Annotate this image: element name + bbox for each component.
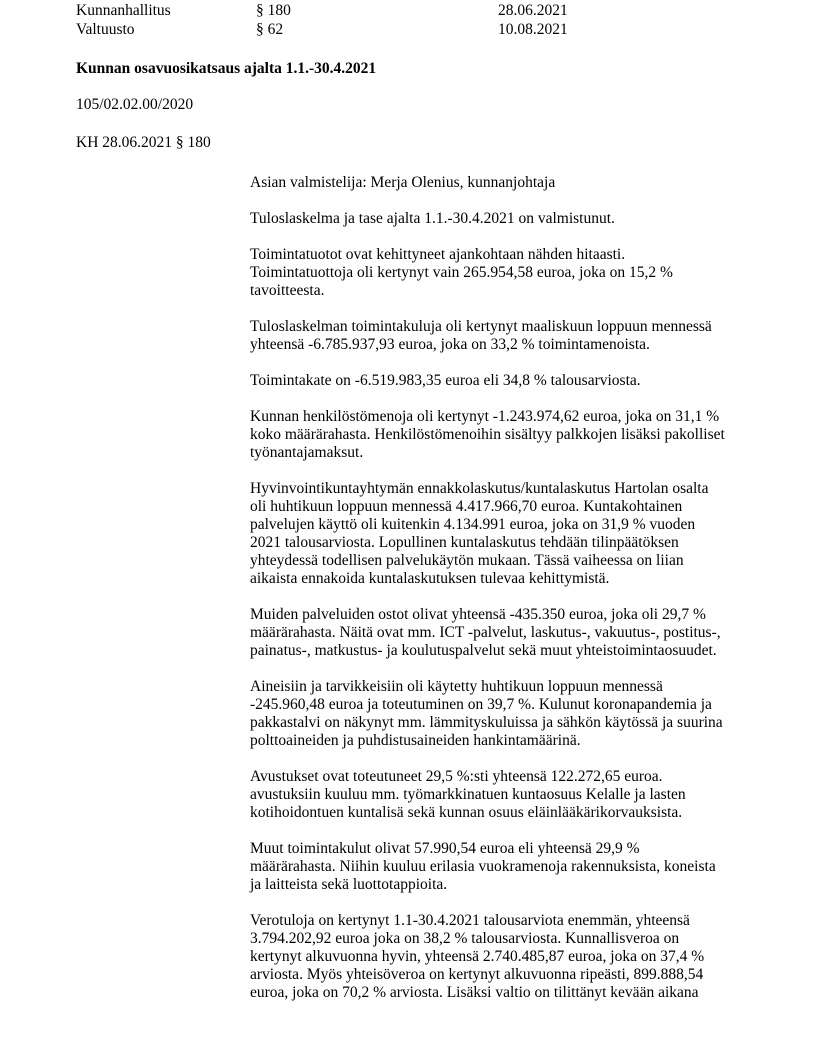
paragraph-other-expenses: Muut toimintakulut olivat 57.990,54 euroa eli yhteensä 29,9 % määrärahasta. Niihin kuuluu erilasia vuokramenoja rakennuksista, koneista ja laitteista sekä luottotappioita. (250, 840, 716, 893)
paragraph-tax-revenue: Verotuloja on kertynyt 1.1-30.4.2021 talousarviota enemmän, yhteensä 3.794.202,92 euroa joka on 38,2 % talousarviosta. Kunnallisveroa on kertynyt alkuvuonna hyvin, yhteensä 2.740.485,87 euroa, joka on 37,4 % arviosta. Myös yhteisöveroa on kertynyt alkuvuonna ripeästi, 899.888,54 euroa, joka on 70,2 % arviosta. Lisäksi valtio on tilittänyt kevään aikana (250, 912, 705, 1001)
paragraph-operating-margin: Toimintakate on -6.519.983,35 euroa eli 34,8 % talousarviosta. (250, 372, 641, 389)
meeting-date: 28.06.2021 (498, 2, 568, 19)
meeting-date: 10.08.2021 (498, 21, 568, 38)
document-title: Kunnan osavuosikatsaus ajalta 1.1.-30.4.2021 (76, 60, 377, 77)
paragraph-operating-income: Toimintatuotot ovat kehittyneet ajankohtaan nähden hitaasti. Toimintatuottoja oli kertynyt vain 265.954,58 euroa, joka on 15,2 % tavoitteesta. (250, 246, 673, 299)
paragraph-income-statement: Tuloslaskelma ja tase ajalta 1.1.-30.4.2021 on valmistunut. (250, 210, 615, 227)
meeting-paragraph: § 62 (256, 21, 284, 38)
paragraph-personnel-costs: Kunnan henkilöstömenoja oli kertynyt -1.243.974,62 euroa, joka on 31,1 % koko määrärahasta. Henkilöstömenoihin sisältyy palkkojen lisäksi pakolliset työnantajamaksut. (250, 408, 725, 461)
preparer-line: Asian valmistelija: Merja Olenius, kunnanjohtaja (250, 174, 556, 191)
paragraph-grants: Avustukset ovat toteutuneet 29,5 %:sti yhteensä 122.272,65 euroa. avustuksiin kuuluu mm. työmarkkinatuen kuntaosuus Kelalle ja lasten kotihoidontuen kuntalisä sekä kunnan osuus eläinlääkärikorvauksista. (250, 768, 686, 821)
paragraph-welfare-billing: Hyvinvointikuntayhtymän ennakkolaskutus/kuntalaskutus Hartolan osalta oli huhtikuun loppuun mennessä 4.417.966,70 euroa. Kuntakohtainen palvelujen käyttö oli kuitenkin 4.134.991 euroa, joka on 31,9 % vuoden 2021 talousarviosta. Lopullinen kuntalaskutus tehdään tilinpäätöksen yhteydessä todellisen palvelukäytön mukaan. Tässä vaiheessa on liian aikaista ennakoida kuntalaskutuksen tulevaa kehittymistä. (250, 480, 709, 587)
diary-number: 105/02.02.00/2020 (76, 96, 194, 113)
meeting-paragraph: § 180 (256, 2, 291, 19)
meeting-body: Kunnanhallitus (76, 2, 171, 19)
meeting-reference: KH 28.06.2021 § 180 (76, 134, 211, 151)
document-body (250, 174, 770, 1020)
meeting-body: Valtuusto (76, 21, 135, 38)
paragraph-service-purchases: Muiden palveluiden ostot olivat yhteensä -435.350 euroa, joka oli 29,7 % määrärahasta. Näitä ovat mm. ICT -palvelut, laskutus-, vakuutus-, postitus-, painatus-, matkustus- ja koulutuspalvelut sekä muut yhteistoimintaosuudet. (250, 606, 721, 659)
paragraph-materials-supplies: Aineisiin ja tarvikkeisiin oli käytetty huhtikuun loppuun mennessä -245.960,48 euroa ja toteutuminen on 39,7 %. Kulunut koronapandemia ja pakkastalvi on näkynyt mm. lämmityskuluissa ja sähkön käytössä ja suurina polttoaineiden ja puhdistusaineiden hankintamäärinä. (250, 678, 723, 749)
meeting-row-valtuusto (76, 21, 776, 39)
paragraph-operating-expenses: Tuloslaskelman toimintakuluja oli kertynyt maaliskuun loppuun mennessä yhteensä -6.785.937,93 euroa, joka on 33,2 % toimintamenoista. (250, 318, 712, 353)
meeting-row-kunnanhallitus (76, 2, 776, 20)
